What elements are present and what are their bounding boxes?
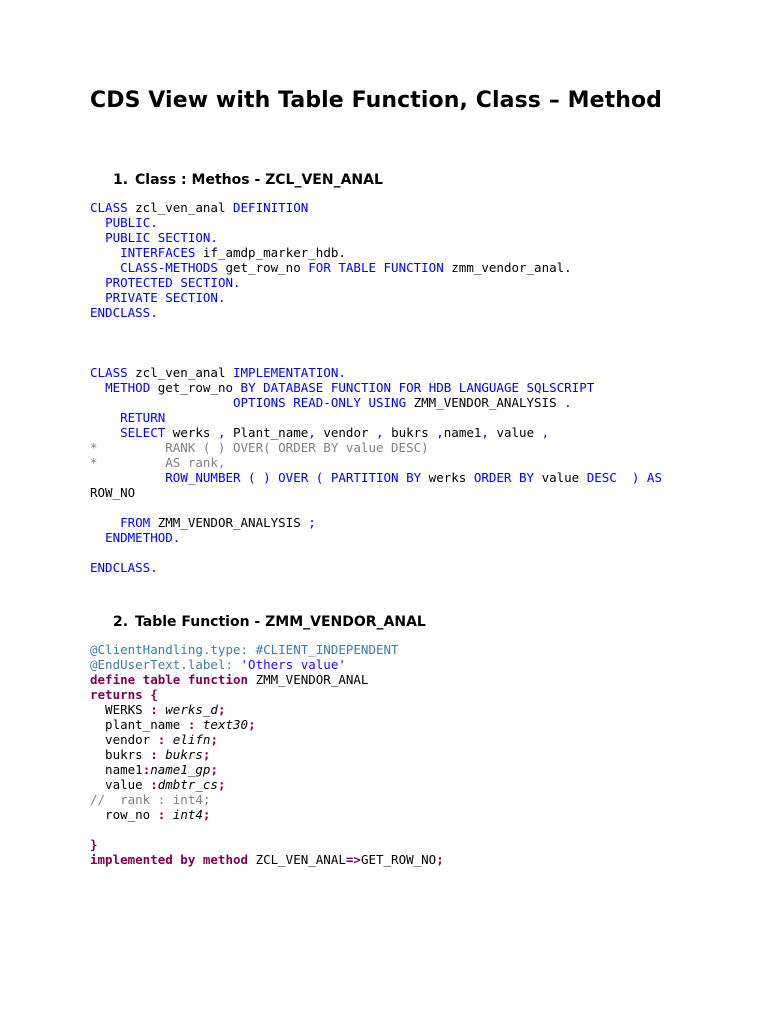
code-token: . bbox=[564, 395, 572, 410]
code-token: WERKS bbox=[90, 702, 151, 717]
code-token: ZCL_VEN_ANAL bbox=[255, 852, 346, 867]
code-line bbox=[90, 702, 444, 717]
code-token: ROW_NO bbox=[90, 485, 136, 500]
code-line bbox=[90, 410, 662, 425]
code-token: CLASS bbox=[90, 365, 136, 380]
code-token: text30 bbox=[202, 717, 249, 732]
code-token: ; bbox=[308, 515, 316, 530]
code-token: PRIVATE SECTION. bbox=[105, 290, 226, 305]
code-token: , bbox=[541, 425, 550, 440]
code-token: vendor bbox=[315, 425, 377, 440]
page-title: CDS View with Table Function, Class – Method bbox=[90, 88, 663, 113]
section-heading-table-function bbox=[113, 614, 426, 630]
code-token: @ClientHandling.type: #CLIENT_INDEPENDENT bbox=[90, 642, 399, 657]
code-token: returns { bbox=[90, 687, 158, 702]
code-token: FROM bbox=[120, 515, 158, 530]
code-token: , bbox=[436, 425, 444, 440]
code-line bbox=[90, 395, 662, 410]
code-token bbox=[90, 260, 120, 275]
code-token: PUBLIC SECTION. bbox=[105, 230, 218, 245]
class-implementation-code bbox=[90, 365, 662, 575]
code-line bbox=[90, 777, 444, 792]
section-number: 1. bbox=[113, 172, 129, 188]
code-token bbox=[90, 515, 120, 530]
code-line bbox=[90, 852, 444, 867]
code-token: row_no bbox=[90, 807, 158, 822]
code-line bbox=[90, 807, 444, 822]
code-token: werks bbox=[172, 425, 218, 440]
code-line bbox=[90, 470, 662, 485]
code-token: name1 bbox=[443, 425, 482, 440]
code-token: name1_gp bbox=[150, 762, 211, 777]
code-token bbox=[90, 470, 165, 485]
code-token: INTERFACES bbox=[120, 245, 203, 260]
code-line bbox=[90, 762, 444, 777]
code-line bbox=[90, 425, 662, 440]
code-token: METHOD bbox=[105, 380, 158, 395]
code-token: @EndUserText.label: bbox=[90, 657, 241, 672]
code-line bbox=[90, 440, 662, 455]
code-line bbox=[90, 732, 444, 747]
code-token bbox=[90, 410, 120, 425]
code-token: name1 bbox=[90, 762, 143, 777]
code-token: GET_ROW_NO bbox=[360, 852, 437, 867]
code-token: : bbox=[157, 807, 173, 822]
code-token: // rank : int4; bbox=[90, 792, 211, 807]
code-token: ; bbox=[202, 747, 211, 762]
code-token: werks_d bbox=[165, 702, 218, 717]
code-token: : bbox=[150, 702, 166, 717]
section-heading-class-method bbox=[113, 172, 383, 188]
code-token: , bbox=[308, 425, 316, 440]
code-token: ; bbox=[436, 852, 444, 867]
code-token: DESC ) AS bbox=[586, 470, 662, 485]
code-token: IMPLEMENTATION. bbox=[233, 365, 346, 380]
code-token: ; bbox=[217, 702, 226, 717]
code-line bbox=[90, 545, 662, 560]
code-token: ; bbox=[217, 777, 226, 792]
code-token: : bbox=[187, 717, 203, 732]
code-line bbox=[90, 657, 444, 672]
code-token: ENDMETHOD. bbox=[105, 530, 181, 545]
section-heading-text: Table Function - ZMM_VENDOR_ANAL bbox=[135, 614, 426, 630]
code-token: } bbox=[90, 837, 98, 852]
code-token: int4 bbox=[172, 807, 203, 822]
code-token: ORDER BY bbox=[473, 470, 542, 485]
code-token: ZMM_VENDOR_ANALYSIS bbox=[413, 395, 565, 410]
code-line bbox=[90, 687, 444, 702]
code-token: zcl_ven_anal bbox=[135, 200, 233, 215]
code-token: bukrs bbox=[383, 425, 437, 440]
code-line bbox=[90, 530, 662, 545]
code-line bbox=[90, 672, 444, 687]
code-token: ENDCLASS. bbox=[90, 305, 158, 320]
code-line bbox=[90, 365, 662, 380]
code-token: define table function bbox=[90, 672, 256, 687]
code-line bbox=[90, 215, 572, 230]
code-token: ZMM_VENDOR_ANAL bbox=[255, 672, 369, 687]
code-token: * RANK ( ) OVER( ORDER BY value DESC) bbox=[90, 440, 429, 455]
code-token: ZMM_VENDOR_ANALYSIS bbox=[157, 515, 309, 530]
code-token: FOR TABLE FUNCTION bbox=[308, 260, 452, 275]
code-token: , bbox=[481, 425, 489, 440]
code-line bbox=[90, 455, 662, 470]
code-token: : bbox=[150, 777, 158, 792]
table-function-code bbox=[90, 642, 444, 867]
code-line bbox=[90, 717, 444, 732]
section-heading-text: Class : Methos - ZCL_VEN_ANAL bbox=[135, 172, 383, 188]
class-definition-code bbox=[90, 200, 572, 320]
code-token bbox=[90, 380, 105, 395]
code-token: Plant_name bbox=[225, 425, 309, 440]
code-token: CLASS bbox=[90, 200, 136, 215]
code-token: value bbox=[488, 425, 542, 440]
code-token bbox=[90, 245, 120, 260]
code-line bbox=[90, 380, 662, 395]
code-token: vendor bbox=[90, 732, 158, 747]
code-token: : bbox=[157, 732, 173, 747]
code-token: werks bbox=[428, 470, 474, 485]
code-token: plant_name bbox=[90, 717, 188, 732]
code-token bbox=[90, 230, 105, 245]
code-token: dmbtr_cs bbox=[157, 777, 218, 792]
code-token: get_row_no bbox=[225, 260, 309, 275]
code-line bbox=[90, 515, 662, 530]
code-token: ; bbox=[202, 807, 211, 822]
code-token: , bbox=[376, 425, 384, 440]
code-line bbox=[90, 560, 662, 575]
code-token: : bbox=[142, 762, 151, 777]
code-line bbox=[90, 245, 572, 260]
code-line bbox=[90, 260, 572, 275]
code-line bbox=[90, 290, 572, 305]
code-line bbox=[90, 305, 572, 320]
code-token: 'Others value' bbox=[240, 657, 346, 672]
code-line bbox=[90, 485, 662, 500]
code-token: bukrs bbox=[165, 747, 203, 762]
code-line bbox=[90, 642, 444, 657]
code-token: : bbox=[150, 747, 166, 762]
code-token: RETURN bbox=[120, 410, 166, 425]
code-token bbox=[90, 530, 105, 545]
code-token: value bbox=[541, 470, 587, 485]
code-token: ENDCLASS. bbox=[90, 560, 158, 575]
code-line bbox=[90, 200, 572, 215]
code-line bbox=[90, 792, 444, 807]
code-token: PUBLIC. bbox=[105, 215, 158, 230]
code-token: elifn bbox=[172, 732, 211, 747]
code-line bbox=[90, 747, 444, 762]
code-token: ; bbox=[210, 732, 218, 747]
code-token: bukrs bbox=[90, 747, 151, 762]
code-line bbox=[90, 275, 572, 290]
code-line bbox=[90, 822, 444, 837]
code-token: , bbox=[217, 425, 226, 440]
section-number: 2. bbox=[113, 614, 129, 630]
code-line bbox=[90, 837, 444, 852]
code-token: PROTECTED SECTION. bbox=[105, 275, 241, 290]
code-token: => bbox=[345, 852, 361, 867]
code-line bbox=[90, 230, 572, 245]
code-token bbox=[90, 425, 120, 440]
code-token bbox=[90, 215, 105, 230]
code-token: zmm_vendor_anal. bbox=[451, 260, 572, 275]
code-token bbox=[90, 275, 105, 290]
code-token: ROW_NUMBER ( ) OVER ( PARTITION BY bbox=[165, 470, 429, 485]
code-token: value bbox=[90, 777, 151, 792]
code-token: * AS rank, bbox=[90, 455, 226, 470]
code-token: OPTIONS READ-ONLY USING bbox=[233, 395, 414, 410]
code-token bbox=[90, 290, 105, 305]
code-token: BY DATABASE FUNCTION FOR HDB LANGUAGE SQLSCRIPT bbox=[240, 380, 595, 395]
code-token: zcl_ven_anal bbox=[135, 365, 233, 380]
code-line bbox=[90, 500, 662, 515]
code-token: DEFINITION bbox=[233, 200, 309, 215]
code-token bbox=[90, 395, 233, 410]
code-token: if_amdp_marker_hdb. bbox=[202, 245, 346, 260]
code-token: CLASS-METHODS bbox=[120, 260, 226, 275]
code-token: ; bbox=[248, 717, 256, 732]
code-token: SELECT bbox=[120, 425, 173, 440]
code-token: get_row_no bbox=[157, 380, 241, 395]
code-token: ; bbox=[210, 762, 218, 777]
code-token: implemented by method bbox=[90, 852, 256, 867]
